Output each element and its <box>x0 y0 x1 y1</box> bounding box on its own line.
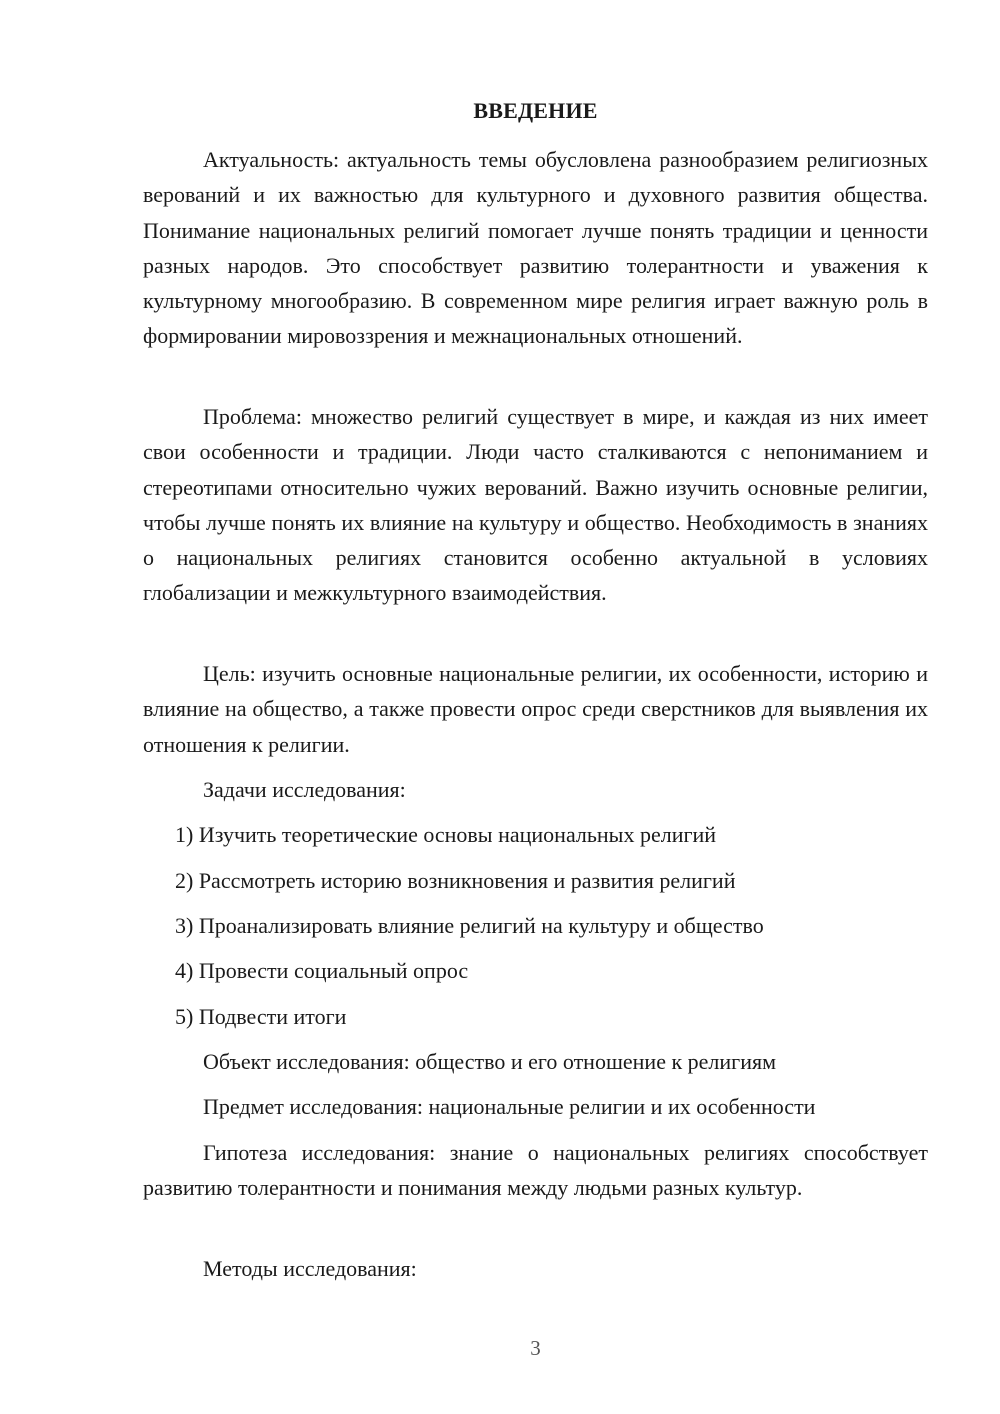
page-title: ВВЕДЕНИЕ <box>473 98 598 123</box>
paragraph-goal: Цель: изучить основные национальные религии, их особенности, историю и влияние на общество, а также провести опрос среди сверстников для выявления их отношения к религии. <box>143 661 928 757</box>
page-number: 3 <box>530 1336 541 1360</box>
research-subject: Предмет исследования: национальные религии и их особенности <box>203 1094 816 1119</box>
paragraph-hypothesis: Гипотеза исследования: знание о национальных религиях способствует развитию толерантности и понимания между людьми разных культур. <box>143 1140 928 1201</box>
methods-heading: Методы исследования: <box>203 1256 417 1281</box>
task-item-1: 1) Изучить теоретические основы национальных религий <box>175 822 717 847</box>
task-item-3: 3) Проанализировать влияние религий на культуру и общество <box>175 913 764 938</box>
task-item-5: 5) Подвести итоги <box>175 1004 347 1029</box>
paragraph-problem: Проблема: множество религий существует в мире, и каждая из них имеет свои особенности и традиции. Люди часто сталкиваются с непониманием и стереотипами относительно чужих верований. Важно изучить основные религии, чтобы лучше понять их влияние на культуру и общество. Необходимость в знаниях о национальных религиях становится особенно актуальной в условиях глобализации и межкультурного взаимодействия. <box>143 404 928 606</box>
task-item-2: 2) Рассмотреть историю возникновения и развития религий <box>175 868 736 893</box>
task-item-4: 4) Провести социальный опрос <box>175 958 469 983</box>
tasks-heading: Задачи исследования: <box>203 777 406 802</box>
research-object: Объект исследования: общество и его отношение к религиям <box>203 1049 777 1074</box>
paragraph-relevance: Актуальность: актуальность темы обусловлена разнообразием религиозных верований и их важностью для культурного и духовного развития общества. Понимание национальных религий помогает лучше понять традиции и ценности разных народов. Это способствует развитию толерантности и уважения к культурному многообразию. В современном мире религия играет важную роль в формировании мировоззрения и межнациональных отношений. <box>143 147 928 349</box>
